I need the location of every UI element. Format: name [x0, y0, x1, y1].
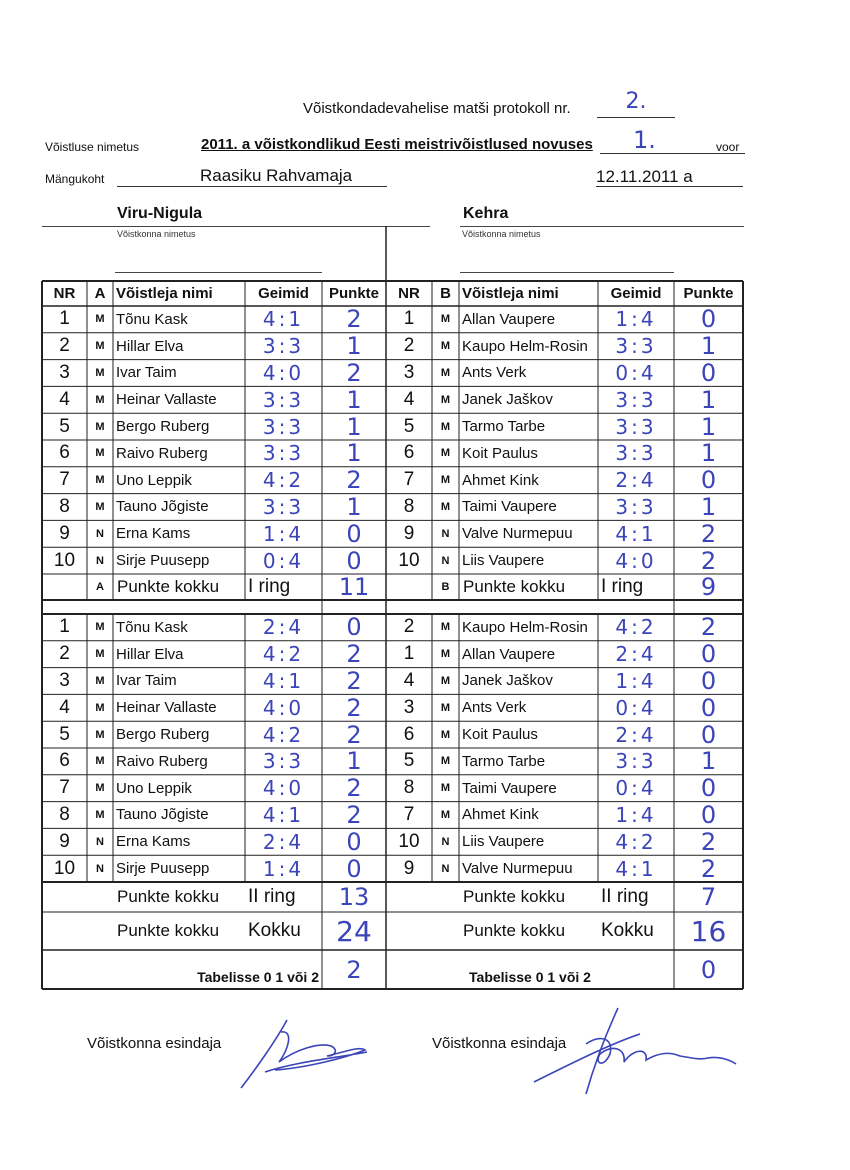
player-name: Koit Paulus [462, 726, 538, 744]
round2-ring-label-b: II ring [601, 886, 649, 907]
player-nr: 6 [59, 750, 70, 772]
player-nr: 8 [59, 803, 70, 825]
player-games-score: 4:0 [615, 548, 657, 573]
round1-total-label-a: Punkte kokku [117, 577, 220, 596]
player-points: 1 [700, 439, 717, 468]
player-nr: 9 [59, 522, 70, 544]
player-games-score: 2:4 [262, 615, 305, 640]
player-points: 0 [346, 546, 362, 575]
player-nr: 1 [403, 643, 415, 665]
player-name: Tõnu Kask [116, 310, 188, 328]
player-points: 0 [700, 359, 717, 387]
player-nr: 8 [403, 495, 415, 517]
tabelisse-label-b: Tabelisse 0 1 või 2 [469, 969, 591, 985]
player-nr: 9 [403, 857, 415, 879]
player-name: Uno Leppik [116, 471, 192, 489]
player-gender: M [440, 648, 451, 661]
player-gender: M [440, 728, 451, 741]
player-gender: M [440, 755, 451, 768]
header-player-a: Võistleja nimi [116, 285, 213, 302]
player-name: Erna Kams [116, 525, 191, 543]
player-name: Janek Jaškov [462, 672, 553, 690]
player-name: Hillar Elva [116, 337, 184, 355]
protocol-number: 2. [597, 86, 675, 118]
player-name: Sirje Puusepp [116, 552, 210, 570]
tabelisse-value-b: 0 [700, 955, 717, 984]
player-gender: M [440, 447, 451, 460]
player-gender: M [440, 674, 451, 687]
player-gender: M [440, 474, 451, 487]
player-nr: 9 [403, 522, 415, 544]
match-date: 12.11.2011 a [596, 167, 743, 187]
player-games-score: 4:1 [262, 802, 305, 827]
player-games-score: 4:0 [262, 776, 305, 801]
player-gender: M [95, 366, 105, 379]
player-games-score: 4:2 [615, 829, 657, 854]
player-nr: 5 [59, 723, 70, 745]
round1-ring-label-a: I ring [248, 576, 291, 597]
player-games-score: 1:4 [615, 802, 657, 827]
player-nr: 10 [53, 549, 76, 571]
player-gender: N [96, 527, 104, 540]
player-games-score: 0:4 [262, 548, 305, 573]
player-points: 0 [700, 667, 717, 695]
player-points: 1 [700, 493, 717, 521]
player-points: 2 [700, 546, 717, 575]
player-name: Liis Vaupere [462, 833, 545, 851]
team-b-sublabel: Võistkonna nimetus [462, 229, 541, 239]
player-points: 1 [700, 332, 717, 361]
player-gender: M [95, 621, 105, 634]
player-games-score: 2:4 [615, 722, 657, 747]
round2-total-label-b: Punkte kokku [463, 887, 566, 906]
player-gender: M [440, 420, 451, 433]
player-name: Allan Vaupere [462, 310, 556, 328]
player-points: 2 [346, 774, 362, 803]
player-nr: 4 [59, 696, 70, 718]
tabelisse-value-a: 2 [346, 955, 362, 984]
player-nr: 2 [403, 616, 415, 638]
header-points-b: Punkte [683, 285, 734, 302]
player-gender: M [95, 313, 105, 326]
player-games-score: 3:3 [262, 387, 305, 412]
player-gender: N [96, 554, 104, 567]
player-gender: M [95, 340, 105, 353]
player-points: 1 [700, 747, 717, 776]
grand-total-points-b: 16 [690, 914, 727, 948]
player-gender: M [440, 782, 451, 795]
player-name: Kaupo Helm-Rosin [462, 337, 588, 355]
player-name: Valve Nurmepuu [462, 860, 573, 878]
player-gender: N [441, 554, 450, 567]
player-points: 0 [346, 613, 362, 642]
contest-label: Võistluse nimetus [45, 140, 140, 154]
player-games-score: 1:4 [262, 521, 305, 546]
player-nr: 6 [403, 442, 415, 464]
player-gender: M [440, 313, 451, 326]
player-games-score: 4:2 [262, 642, 305, 667]
player-nr: 5 [403, 415, 415, 437]
signature-b-icon [530, 1004, 760, 1102]
player-name: Koit Paulus [462, 444, 538, 462]
player-gender: M [95, 393, 105, 406]
player-gender: M [440, 340, 451, 353]
player-points: 2 [346, 801, 362, 829]
player-games-score: 1:4 [615, 307, 657, 332]
player-games-score: 0:4 [615, 360, 657, 385]
player-games-score: 4:1 [615, 856, 657, 881]
player-nr: 4 [403, 669, 415, 691]
player-nr: 7 [59, 469, 70, 491]
player-points: 0 [700, 305, 717, 334]
player-name: Kaupo Helm-Rosin [462, 618, 588, 636]
player-gender: M [95, 755, 105, 768]
player-games-score: 3:3 [615, 441, 657, 466]
player-nr: 2 [59, 643, 70, 665]
signature-a-icon [235, 1012, 375, 1094]
player-nr: 7 [403, 803, 415, 825]
team-b-name: Kehra [463, 205, 509, 222]
player-nr: 2 [59, 335, 70, 357]
player-games-score: 3:3 [615, 387, 657, 412]
player-gender: N [96, 862, 104, 875]
contest-name: 2011. a võistkondlikud Eesti meistrivõistlused novuses [201, 136, 593, 153]
player-gender: M [95, 808, 105, 821]
player-nr: 8 [403, 777, 415, 799]
player-nr: 7 [403, 469, 415, 491]
round2-total-points-b: 7 [700, 883, 717, 911]
player-nr: 4 [59, 388, 70, 410]
player-games-score: 4:1 [262, 668, 305, 693]
header-team-a: A [94, 285, 106, 302]
player-nr: 1 [403, 308, 415, 330]
player-points: 0 [700, 693, 717, 722]
player-gender: M [95, 474, 105, 487]
signature-label-b: Võistkonna esindaja [432, 1035, 567, 1052]
player-games-score: 3:3 [615, 749, 657, 774]
player-gender: M [95, 782, 105, 795]
player-points: 0 [346, 827, 362, 856]
round2-total-label-a: Punkte kokku [117, 887, 220, 906]
player-points: 2 [700, 519, 717, 548]
player-name: Bergo Ruberg [116, 726, 210, 744]
player-nr: 8 [59, 495, 70, 517]
player-points: 1 [346, 385, 362, 414]
round-label: voor [716, 140, 740, 154]
player-games-score: 3:3 [615, 414, 657, 439]
protocol-title: Võistkondadevahelise matši protokoll nr. [303, 100, 571, 117]
round2-total-points-a: 13 [338, 883, 370, 911]
player-name: Liis Vaupere [462, 552, 545, 570]
player-gender: N [96, 835, 104, 848]
player-name: Raivo Ruberg [116, 752, 208, 770]
player-games-score: 2:4 [615, 468, 657, 493]
player-name: Heinar Vallaste [116, 699, 217, 717]
player-gender: N [441, 835, 450, 848]
player-points: 0 [346, 854, 362, 883]
player-name: Valve Nurmepuu [462, 525, 573, 543]
team-a-name: Viru-Nigula [117, 205, 203, 222]
signature-label-a: Võistkonna esindaja [87, 1035, 222, 1052]
player-name: Erna Kams [116, 833, 191, 851]
player-name: Tauno Jõgiste [116, 806, 209, 824]
player-games-score: 3:3 [262, 334, 305, 359]
player-nr: 3 [59, 669, 70, 691]
header-nr-b: NR [398, 285, 420, 302]
player-points: 1 [346, 412, 362, 441]
round1-total-marker-a: A [96, 581, 104, 593]
tabelisse-label-a: Tabelisse 0 1 või 2 [197, 969, 319, 985]
player-gender: M [95, 420, 105, 433]
player-points: 2 [346, 466, 362, 495]
player-name: Tõnu Kask [116, 618, 188, 636]
round1-ring-label-b: I ring [601, 576, 644, 597]
header-nr-a: NR [53, 285, 76, 302]
player-points: 1 [346, 493, 362, 521]
player-games-score: 1:4 [262, 856, 305, 881]
player-name: Bergo Ruberg [116, 418, 210, 436]
player-nr: 3 [403, 361, 415, 383]
player-nr: 3 [403, 696, 415, 718]
round1-total-label-b: Punkte kokku [463, 577, 566, 596]
player-gender: M [95, 728, 105, 741]
player-points: 1 [700, 385, 717, 414]
player-points: 1 [700, 412, 717, 441]
player-nr: 5 [59, 415, 70, 437]
player-points: 0 [700, 640, 717, 669]
player-nr: 9 [59, 830, 70, 852]
player-points: 0 [346, 519, 362, 548]
header-games-b: Geimid [610, 285, 662, 302]
header-player-b: Võistleja nimi [462, 285, 559, 302]
player-name: Ants Verk [462, 364, 527, 382]
player-gender: M [95, 701, 105, 714]
header-team-b: B [440, 285, 451, 302]
player-nr: 2 [403, 335, 415, 357]
player-points: 1 [346, 747, 362, 776]
player-points: 2 [346, 667, 362, 695]
round-number: 1. [633, 126, 656, 154]
player-gender: M [95, 674, 105, 687]
player-points: 1 [346, 439, 362, 468]
player-nr: 10 [398, 549, 420, 571]
player-name: Ivar Taim [116, 364, 177, 382]
grand-total-points-a: 24 [336, 914, 372, 948]
player-games-score: 4:2 [615, 615, 657, 640]
player-games-score: 3:3 [262, 441, 305, 466]
player-games-score: 3:3 [262, 749, 305, 774]
player-nr: 10 [53, 857, 76, 879]
player-games-score: 4:0 [262, 695, 305, 720]
player-gender: M [95, 447, 105, 460]
player-gender: M [440, 808, 451, 821]
player-name: Taimi Vaupere [462, 779, 557, 797]
player-gender: M [95, 500, 105, 513]
team-a-sublabel: Võistkonna nimetus [117, 229, 196, 239]
player-nr: 6 [403, 723, 415, 745]
player-games-score: 4:2 [262, 468, 305, 493]
player-games-score: 4:0 [262, 360, 305, 385]
player-points: 2 [700, 613, 717, 642]
player-gender: M [440, 366, 451, 379]
player-games-score: 3:3 [262, 414, 305, 439]
player-points: 2 [700, 854, 717, 883]
player-nr: 3 [59, 361, 70, 383]
venue-label: Mängukoht [45, 172, 105, 186]
player-name: Ants Verk [462, 699, 527, 717]
player-games-score: 0:4 [615, 695, 657, 720]
player-gender: M [440, 393, 451, 406]
player-nr: 1 [59, 308, 70, 330]
player-nr: 7 [59, 777, 70, 799]
player-games-score: 0:4 [615, 776, 657, 801]
player-gender: M [95, 648, 105, 661]
player-nr: 6 [59, 442, 70, 464]
player-name: Ahmet Kink [462, 471, 539, 489]
player-points: 2 [346, 359, 362, 387]
player-gender: M [440, 701, 451, 714]
player-points: 2 [700, 827, 717, 856]
player-points: 2 [346, 305, 362, 334]
player-gender: N [441, 862, 450, 875]
player-nr: 10 [398, 830, 420, 852]
player-games-score: 3:3 [615, 334, 657, 359]
player-name: Raivo Ruberg [116, 444, 208, 462]
player-points: 2 [346, 640, 362, 669]
player-points: 0 [700, 774, 717, 803]
player-name: Tauno Jõgiste [116, 498, 209, 516]
player-name: Tarmo Tarbe [462, 418, 546, 436]
round1-total-points-a: 11 [338, 573, 370, 601]
player-name: Janek Jaškov [462, 391, 553, 409]
player-games-score: 4:1 [262, 307, 305, 332]
player-name: Hillar Elva [116, 645, 184, 663]
player-points: 0 [700, 720, 717, 749]
player-name: Heinar Vallaste [116, 391, 217, 409]
player-points: 1 [346, 332, 362, 361]
player-nr: 5 [403, 750, 415, 772]
player-games-score: 3:3 [262, 494, 305, 519]
round1-total-points-b: 9 [700, 573, 717, 601]
player-games-score: 1:4 [615, 668, 657, 693]
player-games-score: 2:4 [615, 642, 657, 667]
player-gender: N [441, 527, 450, 540]
player-points: 2 [346, 693, 362, 722]
player-games-score: 2:4 [262, 829, 305, 854]
venue-name: Raasiku Rahvamaja [200, 166, 353, 185]
player-name: Sirje Puusepp [116, 860, 210, 878]
round2-ring-label-a: II ring [248, 886, 296, 907]
player-gender: M [440, 500, 451, 513]
player-name: Allan Vaupere [462, 645, 556, 663]
grand-total-kokku-b: Kokku [601, 920, 654, 941]
player-nr: 4 [403, 388, 415, 410]
round1-total-marker-b: B [441, 581, 450, 593]
player-points: 0 [700, 466, 717, 495]
player-name: Ivar Taim [116, 672, 177, 690]
header-games-a: Geimid [258, 285, 309, 302]
player-games-score: 3:3 [615, 494, 657, 519]
player-games-score: 4:1 [615, 521, 657, 546]
player-gender: M [440, 621, 451, 634]
player-name: Ahmet Kink [462, 806, 539, 824]
grand-total-label-b: Punkte kokku [463, 921, 566, 940]
grand-total-kokku-a: Kokku [248, 920, 301, 941]
header-points-a: Punkte [328, 285, 379, 302]
player-games-score: 4:2 [262, 722, 305, 747]
player-nr: 1 [59, 616, 70, 638]
player-points: 2 [346, 720, 362, 749]
player-points: 0 [700, 801, 717, 829]
player-name: Uno Leppik [116, 779, 192, 797]
player-name: Taimi Vaupere [462, 498, 557, 516]
grand-total-label-a: Punkte kokku [117, 921, 220, 940]
player-name: Tarmo Tarbe [462, 752, 546, 770]
